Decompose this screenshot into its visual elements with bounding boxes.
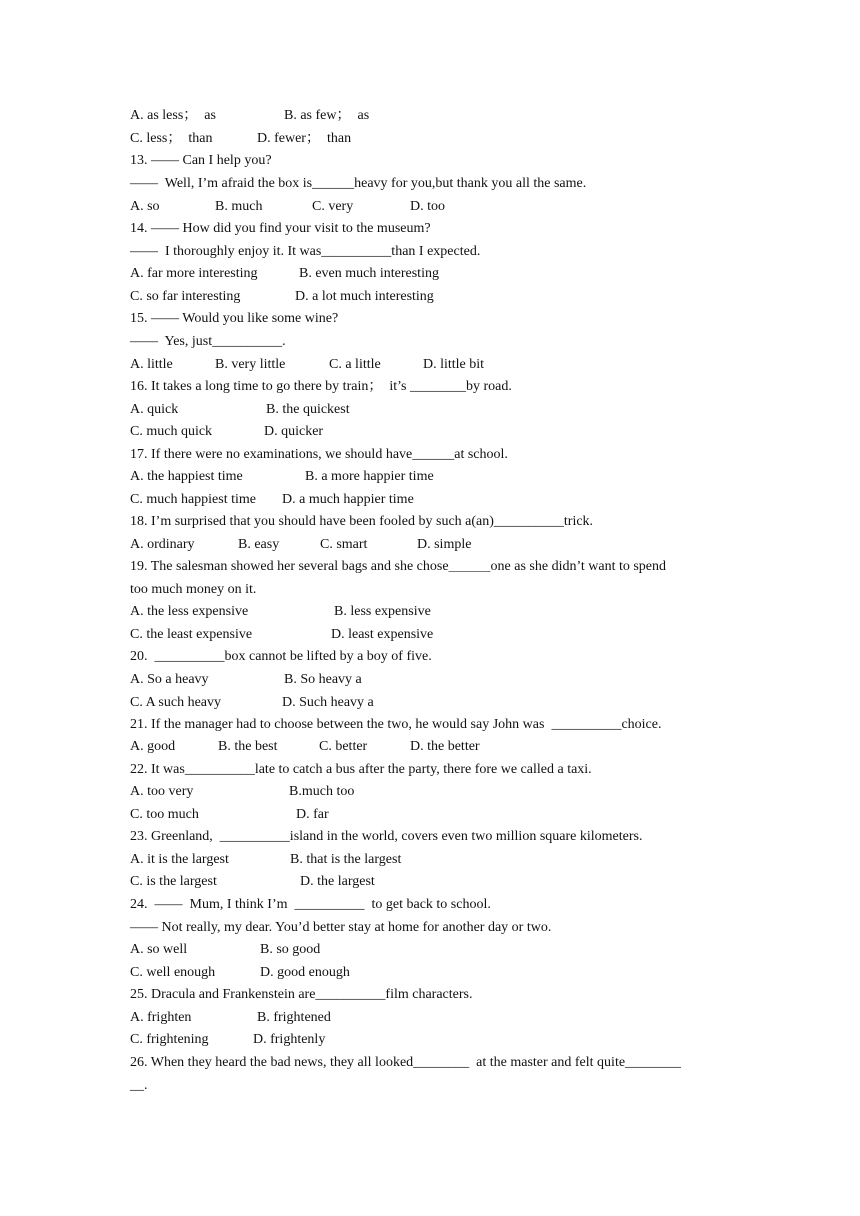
option-b: B. so good [260,942,321,957]
option-d: D. a lot much interesting [295,289,434,304]
option-c: C. frightening [130,1032,209,1047]
option-b: B. as few； as [284,108,370,123]
option-a: A. so well [130,942,188,957]
option-b: B.much too [289,784,355,799]
option-c: C. smart [320,537,368,552]
option-c: C. too much [130,807,199,822]
question-line: 20. __________box cannot be lifted by a boy of five. [130,649,432,664]
question-line: 21. If the manager had to choose between the two, he would say John was __________choice. [130,717,662,732]
option-c: C. very [312,199,354,214]
option-a: A. So a heavy [130,672,209,687]
question-line: 14. —— How did you find your visit to the museum? [130,221,431,236]
option-a: A. the happiest time [130,469,243,484]
option-a: A. too very [130,784,194,799]
option-a: A. it is the largest [130,852,229,867]
question-line: 13. —— Can I help you? [130,153,272,168]
option-a: A. far more interesting [130,266,258,281]
option-c: C. much quick [130,424,213,439]
option-d: D. least expensive [331,627,434,642]
option-d: D. simple [417,537,472,552]
option-b: B. much [215,199,263,214]
question-line: 15. —— Would you like some wine? [130,311,339,326]
option-c: C. A such heavy [130,695,221,710]
option-c: C. the least expensive [130,627,253,642]
question-line: 17. If there were no examinations, we should have______at school. [130,447,508,462]
option-b: B. less expensive [334,604,431,619]
question-line: 16. It takes a long time to go there by train； it’s ________by road. [130,379,512,394]
option-d: D. frightenly [253,1032,326,1047]
option-b: B. the best [218,739,278,754]
question-line: 26. When they heard the bad news, they all looked________ at the master and felt quite________ [130,1055,682,1070]
option-b: B. even much interesting [299,266,439,281]
option-a: A. ordinary [130,537,195,552]
option-a: A. quick [130,402,179,417]
question-line: —— I thoroughly enjoy it. It was__________than I expected. [130,244,481,259]
option-c: C. less； than [130,131,213,146]
option-a: A. so [130,199,160,214]
option-d: D. a much happier time [282,492,414,507]
option-d: D. the largest [300,874,375,889]
option-b: B. frightened [257,1010,331,1025]
option-a: A. the less expensive [130,604,249,619]
option-c: C. so far interesting [130,289,241,304]
question-line: 25. Dracula and Frankenstein are__________film characters. [130,987,473,1002]
option-d: D. too [410,199,445,214]
option-c: C. much happiest time [130,492,256,507]
option-a: A. good [130,739,176,754]
option-d: D. quicker [264,424,324,439]
option-c: C. a little [329,357,381,372]
question-line: 23. Greenland, __________island in the world, covers even two million square kilometers. [130,829,643,844]
option-c: C. better [319,739,368,754]
option-d: D. far [296,807,329,822]
option-d: D. Such heavy a [282,695,374,710]
option-b: B. that is the largest [290,852,402,867]
option-a: A. frighten [130,1010,192,1025]
option-a: A. little [130,357,173,372]
option-d: D. fewer； than [257,131,352,146]
option-b: B. So heavy a [284,672,362,687]
question-line: —— Not really, my dear. You’d better stay at home for another day or two. [130,920,552,935]
option-c: C. well enough [130,965,216,980]
option-b: B. the quickest [266,402,350,417]
option-d: D. good enough [260,965,350,980]
option-b: B. very little [215,357,286,372]
question-line: —— Well, I’m afraid the box is______heavy for you,but thank you all the same. [130,176,587,191]
option-d: D. the better [410,739,480,754]
option-c: C. is the largest [130,874,217,889]
question-line: too much money on it. [130,582,257,597]
option-d: D. little bit [423,357,485,372]
question-line: 18. I’m surprised that you should have been fooled by such a(an)__________trick. [130,514,594,529]
question-line: 24. —— Mum, I think I’m __________ to get back to school. [130,897,491,912]
option-a: A. as less； as [130,108,216,123]
question-line: —— Yes, just__________. [130,334,286,349]
option-b: B. easy [238,537,280,552]
question-line: 19. The salesman showed her several bags and she chose＿＿＿one as she didn’t want to spend [130,559,667,574]
option-b: B. a more happier time [305,469,434,484]
question-line: 22. It was__________late to catch a bus after the party, there fore we called a taxi. [130,762,592,777]
question-line: __. [130,1078,148,1093]
